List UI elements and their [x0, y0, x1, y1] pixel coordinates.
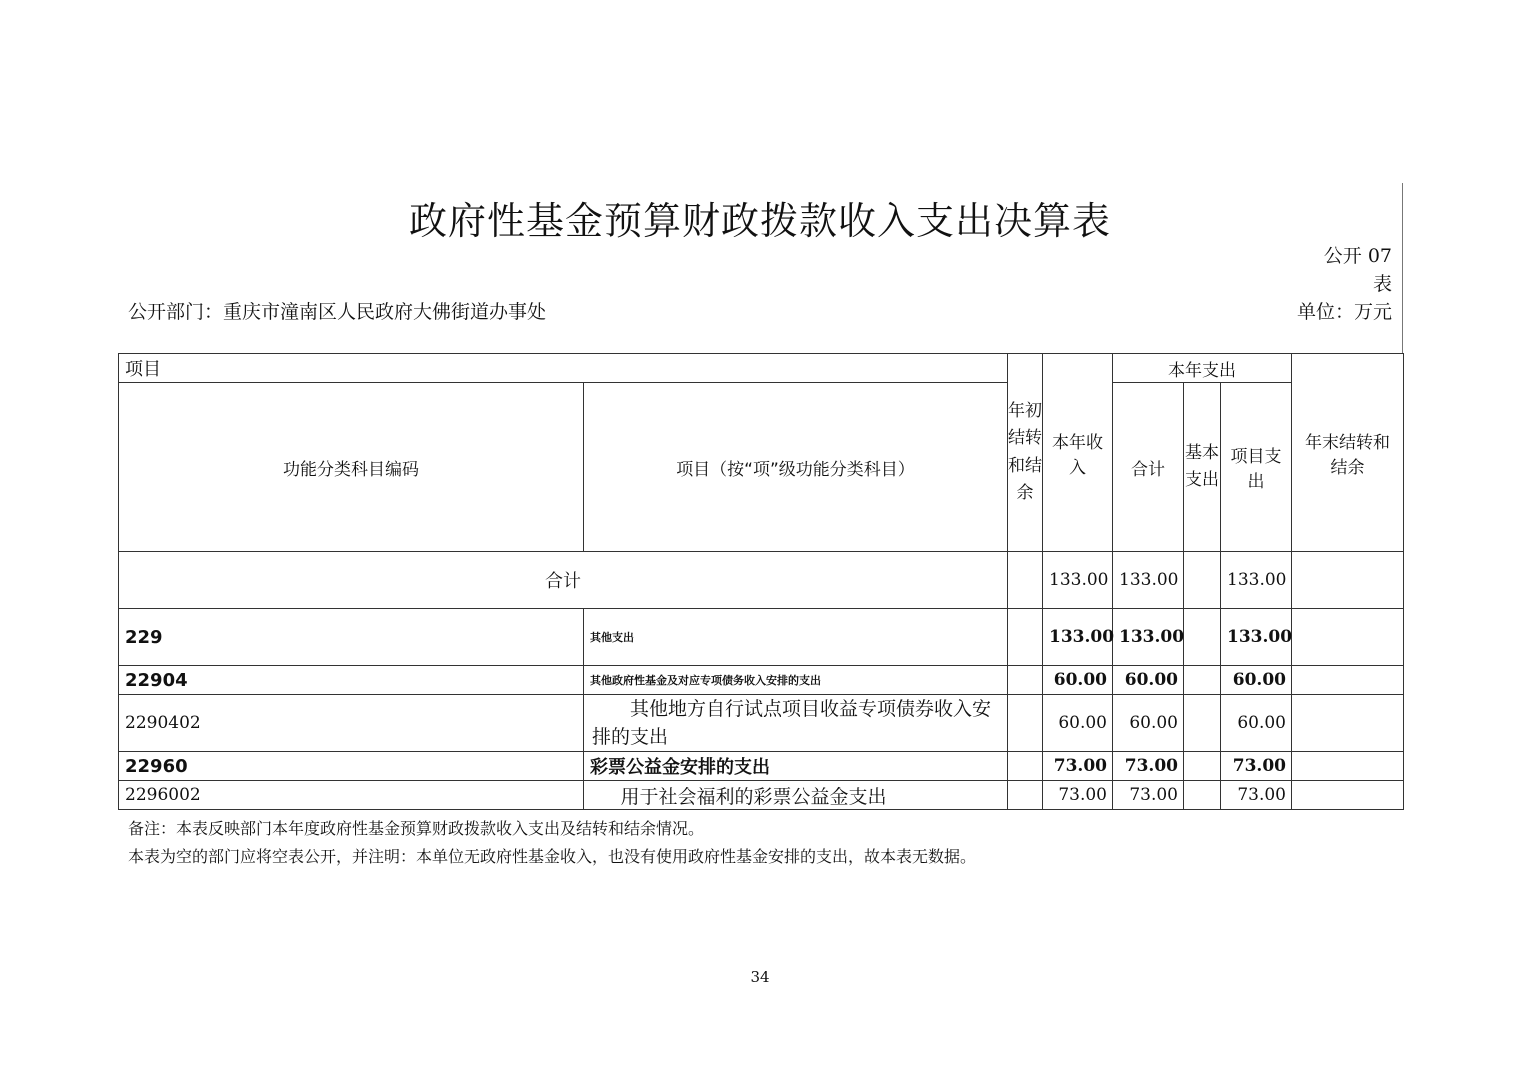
row-project: 133.00 — [1221, 609, 1292, 666]
total-income-cell: 133.00 — [1043, 552, 1113, 609]
row-end — [1292, 752, 1404, 781]
total-project-cell: 133.00 — [1221, 552, 1292, 609]
row-project: 73.00 — [1221, 781, 1292, 810]
row-name: 彩票公益金安排的支出 — [584, 752, 1008, 781]
budget-table — [118, 353, 1404, 810]
row-expense-total: 73.00 — [1113, 781, 1184, 810]
row-basic — [1184, 695, 1221, 752]
page-title: 政府性基金预算财政拨款收入支出决算表 — [408, 199, 1111, 243]
row-begin — [1008, 666, 1043, 695]
row-name: 其他地方自行试点项目收益专项债券收入安排的支出 — [584, 695, 1008, 752]
row-income: 73.00 — [1043, 752, 1113, 781]
row-project: 60.00 — [1221, 695, 1292, 752]
row-code: 22960 — [119, 752, 584, 781]
header-basic-expense: 基本支出 — [1184, 383, 1221, 552]
row-code: 2296002 — [119, 781, 584, 810]
row-expense-total: 133.00 — [1113, 609, 1184, 666]
row-basic — [1184, 609, 1221, 666]
header-income: 本年收入 — [1043, 354, 1113, 552]
row-name: 用于社会福利的彩票公益金支出 — [584, 781, 1008, 810]
row-begin — [1008, 781, 1043, 810]
total-label: 合计 — [119, 552, 1008, 609]
row-income: 133.00 — [1043, 609, 1113, 666]
table-row — [119, 666, 1404, 695]
row-code: 2290402 — [119, 695, 584, 752]
total-basic-cell — [1184, 552, 1221, 609]
row-expense-total: 73.00 — [1113, 752, 1184, 781]
header-begin-balance: 年初结转和结余 — [1008, 354, 1043, 552]
header-func-code: 功能分类科目编码 — [119, 383, 584, 552]
header-expense-total: 合计 — [1113, 383, 1184, 552]
row-name: 其他支出 — [584, 609, 1008, 666]
row-end — [1292, 695, 1404, 752]
row-end — [1292, 666, 1404, 695]
unit-label: 单位：万元 — [1296, 301, 1392, 323]
total-end-cell — [1292, 552, 1404, 609]
row-code: 22904 — [119, 666, 584, 695]
table-row-total — [119, 552, 1404, 609]
header-project-name: 项目（按“项”级功能分类科目） — [584, 383, 1008, 552]
page-number: 34 — [750, 968, 770, 986]
row-code: 229 — [119, 609, 584, 666]
row-expense-total: 60.00 — [1113, 666, 1184, 695]
row-income: 73.00 — [1043, 781, 1113, 810]
table-code-label: 公开 07 表 — [1323, 245, 1392, 295]
total-begin-cell — [1008, 552, 1043, 609]
table-row — [119, 781, 1404, 810]
table-note: 本表为空的部门应将空表公开，并注明：本单位无政府性基金收入，也没有使用政府性基金安排的支出，故本表无数据。 — [128, 847, 977, 866]
header-project-expense: 项目支出 — [1221, 383, 1292, 552]
total-expense-cell: 133.00 — [1113, 552, 1184, 609]
table-row — [119, 752, 1404, 781]
table-note: 备注：本表反映部门本年度政府性基金预算财政拨款收入支出及结转和结余情况。 — [128, 819, 705, 838]
table-row — [119, 609, 1404, 666]
row-end — [1292, 609, 1404, 666]
header-project: 项目 — [119, 354, 1008, 383]
header-end-balance: 年末结转和结余 — [1292, 354, 1404, 552]
row-name: 其他政府性基金及对应专项债务收入安排的支出 — [584, 666, 1008, 695]
row-income: 60.00 — [1043, 666, 1113, 695]
row-basic — [1184, 666, 1221, 695]
table-row — [119, 695, 1404, 752]
row-basic — [1184, 781, 1221, 810]
row-begin — [1008, 609, 1043, 666]
row-basic — [1184, 752, 1221, 781]
row-begin — [1008, 752, 1043, 781]
row-project: 60.00 — [1221, 666, 1292, 695]
row-end — [1292, 781, 1404, 810]
row-expense-total: 60.00 — [1113, 695, 1184, 752]
row-income: 60.00 — [1043, 695, 1113, 752]
header-expense-group: 本年支出 — [1113, 354, 1292, 383]
department-label: 公开部门：重庆市潼南区人民政府大佛街道办事处 — [128, 301, 547, 323]
row-begin — [1008, 695, 1043, 752]
row-project: 73.00 — [1221, 752, 1292, 781]
